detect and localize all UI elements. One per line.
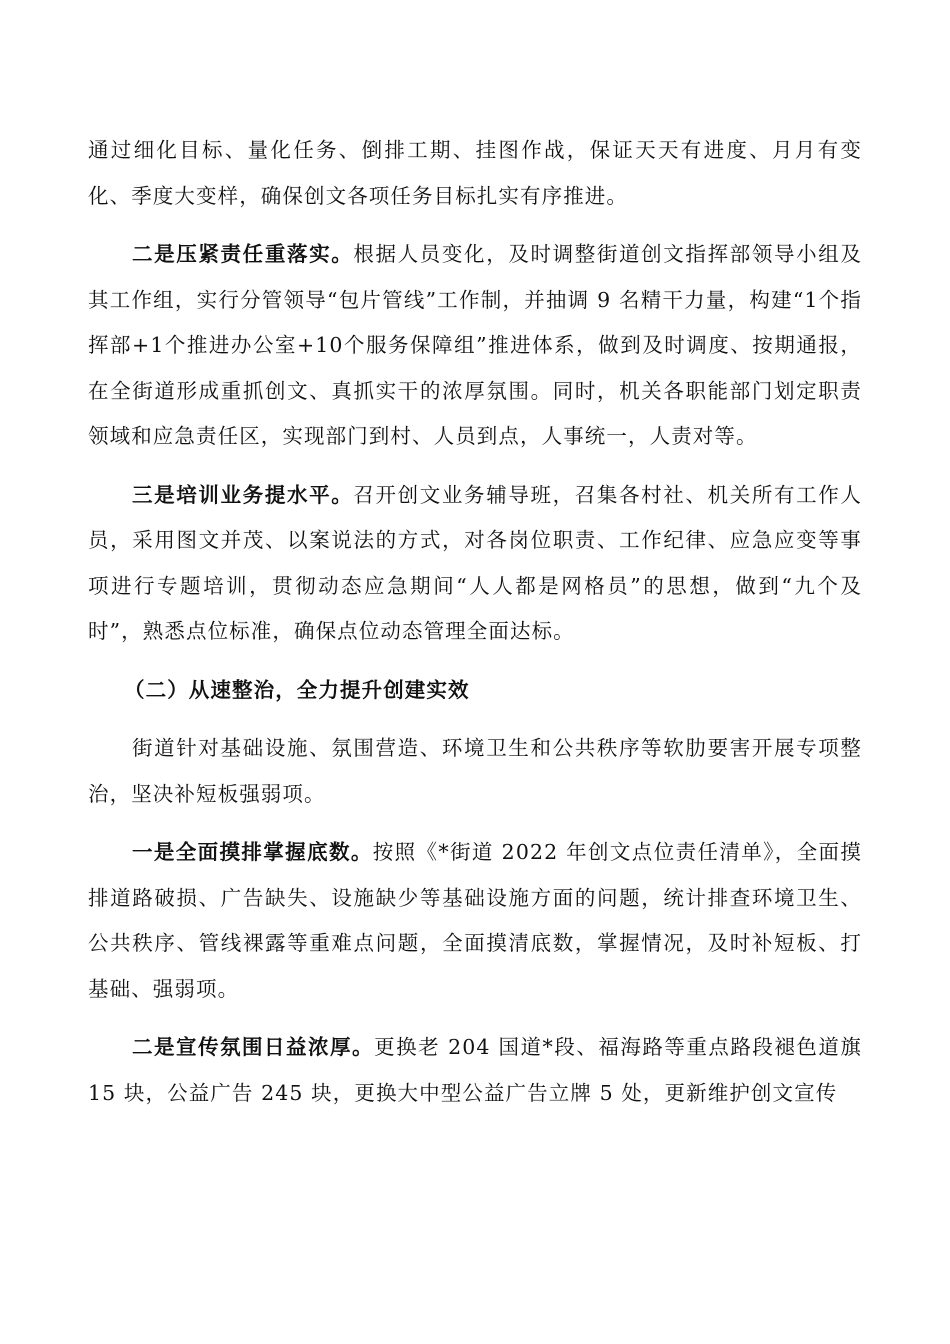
paragraph-gap bbox=[88, 1012, 862, 1025]
section-heading: （二）从速整治，全力提升创建实效 bbox=[124, 677, 470, 702]
document-page bbox=[88, 128, 862, 1116]
paragraph-lead: 三是培训业务提水平。 bbox=[132, 482, 354, 507]
paragraph-gap bbox=[88, 817, 862, 830]
paragraph-training bbox=[88, 473, 862, 655]
paragraph-text: 按照《*街道 2022 年创文点位责任清单》，全面摸排道路破损、广告缺失、设施缺少等基础设施方面的问题，统计排查环境卫生、公共秩序、管线裸露等重难点问题，全面摸清底数，掌握情况，及时补短板、打基础、强弱项。 bbox=[88, 840, 862, 1001]
paragraph-gap bbox=[88, 460, 862, 473]
paragraph-lead: 一是全面摸排掌握底数。 bbox=[132, 840, 373, 864]
paragraph-text: 根据人员变化，及时调整街道创文指挥部领导小组及其工作组，实行分管领导“包片管线”工作制，并抽调 9 名精干力量，构建“1个指挥部+1个推进办公室+10个服务保障组”推进体系，做到及时调度、按期通报，在全街道形成重抓创文、真抓实干的浓厚氛围。同时，机关各职能部门划定职责领域和应急责任区，实现部门到村、人员到点，人事统一，人责对等。 bbox=[88, 242, 862, 448]
paragraph-text: 召开创文业务辅导班，召集各村社、机关所有工作人员，采用图文并茂、以案说法的方式，对各岗位职责、工作纪律、应急应变等事项进行专题培训，贯彻动态应急期间“人人都是网格员”的思想，做到“九个及时”，熟悉点位标准，确保点位动态管理全面达标。 bbox=[88, 482, 862, 643]
paragraph-text: 通过细化目标、量化任务、倒排工期、挂图作战，保证天天有进度、月月有变化、季度大变样，确保创文各项任务目标扎实有序推进。 bbox=[88, 138, 862, 208]
paragraph-gap bbox=[88, 713, 862, 726]
paragraph-text: 更换老 204 国道*段、福海路等重点路段褪色道旗 15 块，公益广告 245 块，更换大中型公益广告立牌 5 处，更新维护创文宣传 bbox=[88, 1035, 862, 1105]
paragraph-gap bbox=[88, 655, 862, 668]
paragraph-responsibility bbox=[88, 232, 862, 460]
paragraph-publicity bbox=[88, 1025, 862, 1116]
paragraph-text: 街道针对基础设施、氛围营造、环境卫生和公共秩序等软肋要害开展专项整治，坚决补短板强弱项。 bbox=[88, 736, 862, 806]
paragraph-survey bbox=[88, 830, 862, 1012]
paragraph-gap bbox=[88, 219, 862, 232]
paragraph-lead: 二是宣传氛围日益浓厚。 bbox=[132, 1035, 375, 1059]
paragraph-continuation bbox=[88, 128, 862, 219]
paragraph-intro bbox=[88, 726, 862, 817]
paragraph-lead: 二是压紧责任重落实。 bbox=[132, 242, 354, 266]
